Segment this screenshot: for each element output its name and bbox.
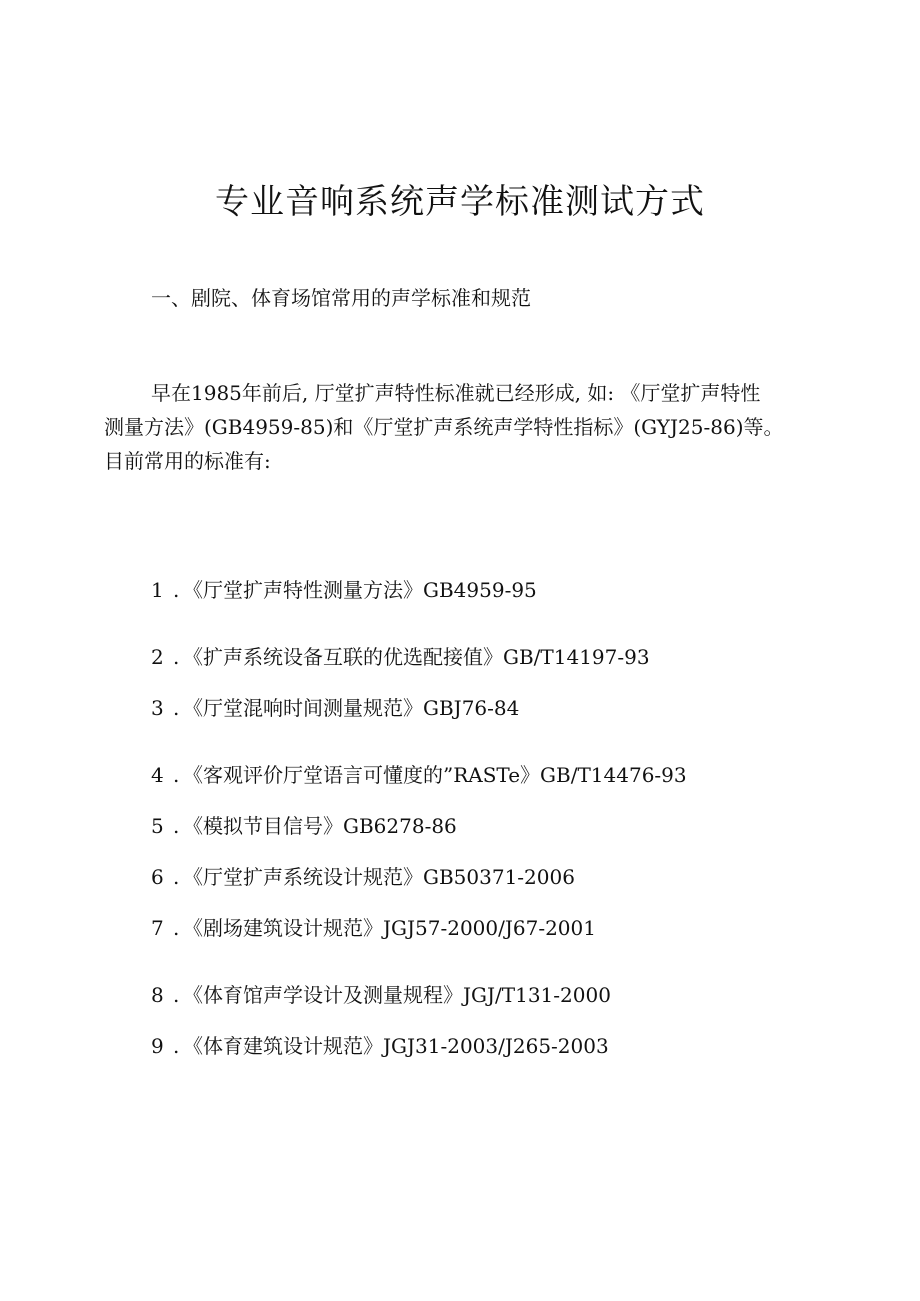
- list-item-text: 《厅堂扩声系统设计规范》GB50371-2006: [183, 865, 575, 889]
- list-item-number: 2: [151, 645, 164, 669]
- list-item: [151, 642, 650, 672]
- list-item-number: 3: [151, 696, 164, 720]
- list-item-text: 《模拟节目信号》GB6278-86: [183, 814, 457, 838]
- list-item: [151, 913, 596, 943]
- list-item-number: 9: [151, 1034, 164, 1058]
- intro-line: 目前常用的标准有:: [104, 449, 271, 473]
- list-item-separator: .: [173, 814, 180, 838]
- list-item-text: 《体育馆声学设计及测量规程》JGJ/T131-2000: [183, 983, 611, 1007]
- list-item: [151, 693, 519, 723]
- list-item-separator: .: [173, 1034, 180, 1058]
- list-item-number: 7: [151, 916, 164, 940]
- list-item-text: 《厅堂混响时间测量规范》GBJ76-84: [183, 696, 520, 720]
- list-item: [151, 760, 687, 790]
- intro-line: 早在1985年前后, 厅堂扩声特性标准就已经形成, 如: 《厅堂扩声特性: [151, 381, 761, 405]
- intro-paragraph: [104, 376, 824, 478]
- list-item-number: 8: [151, 983, 164, 1007]
- list-item-text: 《体育建筑设计规范》JGJ31-2003/J265-2003: [183, 1034, 609, 1058]
- list-item: [151, 811, 457, 841]
- list-item: [151, 862, 575, 892]
- list-item-text: 《剧场建筑设计规范》JGJ57-2000/J67-2001: [183, 916, 596, 940]
- list-item-text: 《客观评价厅堂语言可懂度的”RASTe》GB/T14476-93: [183, 763, 687, 787]
- intro-line: 测量方法》(GB4959-85)和《厅堂扩声系统声学特性指标》(GYJ25-86)等。: [104, 415, 784, 439]
- list-item-text: 《扩声系统设备互联的优选配接值》GB/T14197-93: [183, 645, 650, 669]
- list-item-separator: .: [173, 983, 180, 1007]
- list-item-separator: .: [173, 645, 180, 669]
- list-item-separator: .: [173, 578, 180, 602]
- list-item: [151, 575, 537, 605]
- list-item-number: 6: [151, 865, 164, 889]
- list-item-number: 4: [151, 763, 164, 787]
- list-item-number: 5: [151, 814, 164, 838]
- list-item: [151, 1031, 609, 1061]
- list-item-separator: .: [173, 916, 180, 940]
- list-item-number: 1: [151, 578, 164, 602]
- document-title: 专业音响系统声学标准测试方式: [215, 182, 705, 222]
- list-item-separator: .: [173, 696, 180, 720]
- list-item-separator: .: [173, 763, 180, 787]
- list-item-text: 《厅堂扩声特性测量方法》GB4959-95: [183, 578, 537, 602]
- list-item-separator: .: [173, 865, 180, 889]
- section-heading: 一、剧院、体育场馆常用的声学标准和规范: [151, 286, 531, 310]
- list-item: [151, 980, 611, 1010]
